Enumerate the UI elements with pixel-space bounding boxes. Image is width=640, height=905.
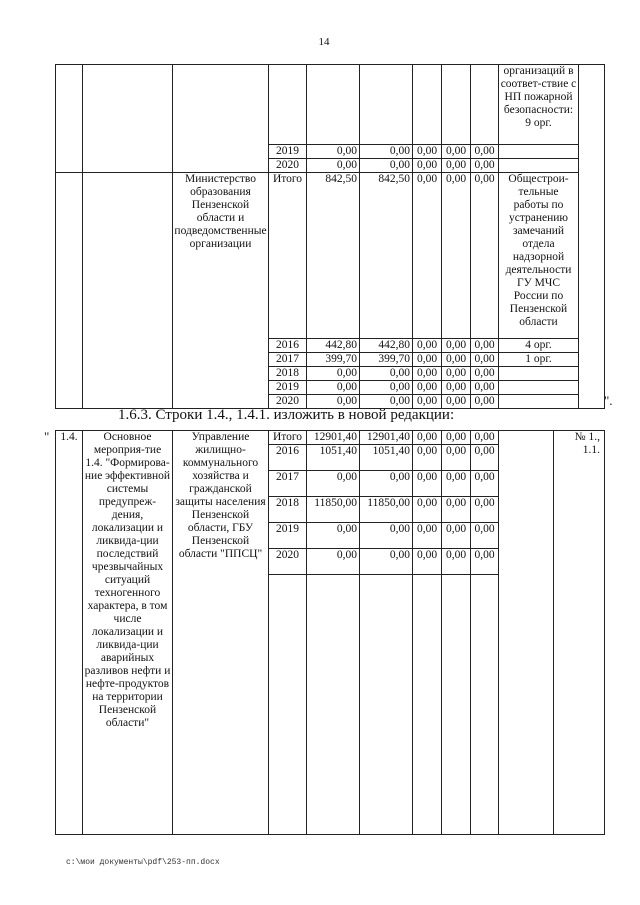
- regional-cell: 0,00: [360, 381, 413, 395]
- file-path: c:\мои документы\pdf\253-пп.docx: [66, 858, 220, 867]
- cell-empty: [83, 173, 173, 409]
- value-cell: 0,00: [471, 549, 499, 575]
- value-cell: 0,00: [413, 145, 442, 159]
- value-cell: 0,00: [413, 523, 442, 549]
- value-cell: 0,00: [471, 431, 499, 445]
- total-cell: 0,00: [307, 381, 360, 395]
- total-cell: 0,00: [307, 549, 360, 575]
- regional-cell: 12901,40: [360, 431, 413, 445]
- value-cell: 0,00: [471, 145, 499, 159]
- value-cell: 0,00: [413, 445, 442, 471]
- regional-cell: 11850,00: [360, 497, 413, 523]
- year-cell: 2019: [269, 381, 307, 395]
- value-cell: 0,00: [413, 395, 442, 409]
- indicator-cell: № 1., 1.1.: [554, 431, 605, 835]
- value-cell: 0,00: [471, 339, 499, 353]
- total-cell: 0,00: [307, 367, 360, 381]
- value-cell: 0,00: [471, 353, 499, 367]
- result-cell: [499, 381, 579, 395]
- cell-empty: [499, 159, 579, 173]
- value-cell: 0,00: [471, 173, 499, 339]
- value-cell: 0,00: [471, 381, 499, 395]
- value-cell: 0,00: [442, 471, 471, 497]
- value-cell: 0,00: [471, 523, 499, 549]
- value-cell: 0,00: [442, 367, 471, 381]
- executor-cell: Управление жилищно-коммунального хозяйства и гражданской защиты населения Пензенской области, ГБУ Пензенской области "ППСЦ": [173, 431, 269, 835]
- total-label-cell: Итого: [269, 431, 307, 445]
- value-cell: 0,00: [442, 159, 471, 173]
- total-cell: 0,00: [307, 471, 360, 497]
- value-cell: 0,00: [413, 381, 442, 395]
- regional-cell: 0,00: [360, 159, 413, 173]
- value-cell: 0,00: [442, 339, 471, 353]
- measure-cell: Основное мероприя-тие 1.4. "Формирова-ние эффективной системы предупреж-дения, локализации и ликвида-ции последствий чрезвычайных ситуаций техногенного характера, в том числе локализации и ликвида-ции аварийных разливов нефти и нефте-продуктов на территории Пензенской области": [83, 431, 173, 835]
- value-cell: 0,00: [413, 173, 442, 339]
- closing-quote: ".: [604, 393, 613, 408]
- value-cell: 0,00: [413, 497, 442, 523]
- year-cell: 2017: [269, 353, 307, 367]
- cell-empty: [83, 65, 173, 173]
- value-cell: 0,00: [442, 445, 471, 471]
- result-cell: [499, 431, 554, 835]
- regional-cell: 0,00: [360, 549, 413, 575]
- value-cell: 0,00: [442, 497, 471, 523]
- regional-cell: 0,00: [360, 367, 413, 381]
- year-cell: 2020: [269, 159, 307, 173]
- value-cell: 0,00: [442, 381, 471, 395]
- cell-empty: [471, 575, 499, 835]
- cell-empty: [413, 575, 442, 835]
- cell-empty: [360, 575, 413, 835]
- year-cell: 2016: [269, 445, 307, 471]
- regional-cell: 842,50: [360, 173, 413, 339]
- year-cell: 2018: [269, 497, 307, 523]
- cell-empty: [442, 575, 471, 835]
- result-cell: 1 орг.: [499, 353, 579, 367]
- opening-quote: ": [44, 429, 50, 444]
- total-label-cell: Итого: [269, 173, 307, 339]
- cell-empty: [173, 65, 269, 173]
- bottom-table: [55, 430, 605, 835]
- total-cell: 0,00: [307, 159, 360, 173]
- value-cell: 0,00: [413, 339, 442, 353]
- result-cell: Общестрои-тельные работы по устранению замечаний отдела надзорной деятельности ГУ МЧС России по Пензенской области: [499, 173, 579, 339]
- total-cell: 0,00: [307, 145, 360, 159]
- regional-cell: 0,00: [360, 471, 413, 497]
- value-cell: 0,00: [471, 159, 499, 173]
- value-cell: 0,00: [442, 353, 471, 367]
- total-cell: 842,50: [307, 173, 360, 339]
- year-cell: 2019: [269, 145, 307, 159]
- value-cell: 0,00: [413, 431, 442, 445]
- total-cell: 0,00: [307, 395, 360, 409]
- total-cell: 442,80: [307, 339, 360, 353]
- table-row: [56, 65, 605, 145]
- regional-cell: 0,00: [360, 523, 413, 549]
- regional-cell: 399,70: [360, 353, 413, 367]
- value-cell: 0,00: [471, 395, 499, 409]
- cell-empty: [442, 65, 471, 145]
- year-cell: 2016: [269, 339, 307, 353]
- value-cell: 0,00: [413, 549, 442, 575]
- value-cell: 0,00: [471, 445, 499, 471]
- table-row: [56, 431, 605, 445]
- value-cell: 0,00: [471, 471, 499, 497]
- value-cell: 0,00: [442, 523, 471, 549]
- value-cell: 0,00: [471, 497, 499, 523]
- cell-empty: [579, 65, 605, 409]
- cell-empty: [413, 65, 442, 145]
- value-cell: 0,00: [471, 367, 499, 381]
- result-cell: 4 орг.: [499, 339, 579, 353]
- regional-cell: 442,80: [360, 339, 413, 353]
- total-cell: 0,00: [307, 523, 360, 549]
- top-table: [55, 64, 605, 409]
- value-cell: 0,00: [442, 431, 471, 445]
- year-cell: 2018: [269, 367, 307, 381]
- cell-empty: [360, 65, 413, 145]
- year-cell: 2020: [269, 395, 307, 409]
- value-cell: 0,00: [442, 145, 471, 159]
- cell-empty: [471, 65, 499, 145]
- cell-empty: [499, 145, 579, 159]
- result-cell: организаций в соответ-ствие с НП пожарной безопасности: 9 орг.: [499, 65, 579, 145]
- value-cell: 0,00: [442, 395, 471, 409]
- value-cell: 0,00: [442, 549, 471, 575]
- section-heading: 1.6.3. Строки 1.4., 1.4.1. изложить в новой редакции:: [118, 407, 455, 423]
- page-number: 14: [318, 36, 330, 48]
- value-cell: 0,00: [413, 367, 442, 381]
- cell-empty: [56, 173, 83, 409]
- row-number-cell: 1.4.: [56, 431, 83, 835]
- regional-cell: 0,00: [360, 395, 413, 409]
- value-cell: 0,00: [413, 353, 442, 367]
- total-cell: 399,70: [307, 353, 360, 367]
- table-row: [56, 173, 605, 339]
- result-cell: [499, 395, 579, 409]
- cell-empty: [269, 65, 307, 145]
- year-cell: 2020: [269, 549, 307, 575]
- value-cell: 0,00: [413, 159, 442, 173]
- total-cell: 12901,40: [307, 431, 360, 445]
- year-cell: 2019: [269, 523, 307, 549]
- result-cell: [499, 367, 579, 381]
- total-cell: 11850,00: [307, 497, 360, 523]
- cell-empty: [307, 575, 360, 835]
- total-cell: 1051,40: [307, 445, 360, 471]
- cell-empty: [56, 65, 83, 173]
- value-cell: 0,00: [442, 173, 471, 339]
- ministry-cell: Министерство образования Пензенской области и подведомственные организации: [173, 173, 269, 409]
- cell-empty: [307, 65, 360, 145]
- year-cell: 2017: [269, 471, 307, 497]
- value-cell: 0,00: [413, 471, 442, 497]
- cell-empty: [269, 575, 307, 835]
- regional-cell: 1051,40: [360, 445, 413, 471]
- regional-cell: 0,00: [360, 145, 413, 159]
